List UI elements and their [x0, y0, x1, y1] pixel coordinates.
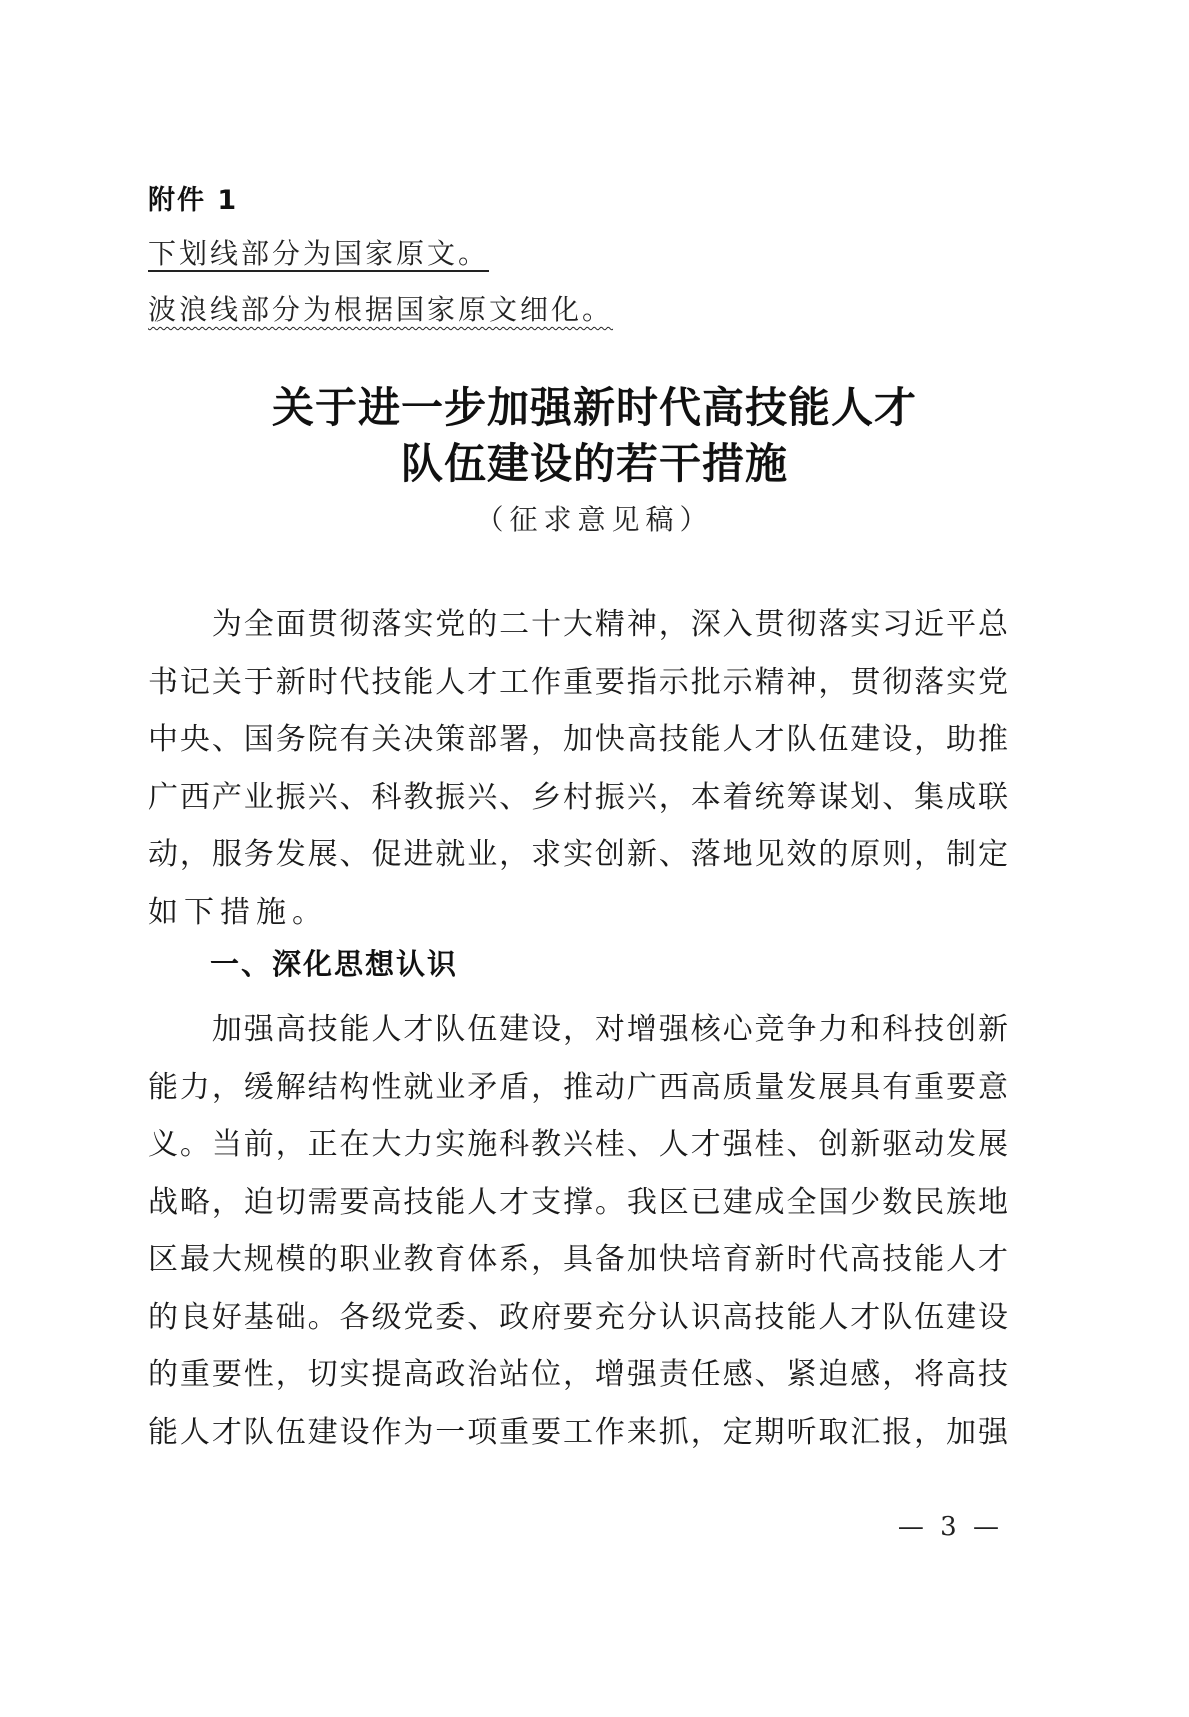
paragraph-line: 能人才队伍建设作为一项重要工作来抓，定期听取汇报，加强 — [148, 1414, 1008, 1450]
paragraph-line: 区最大规模的职业教育体系，具备加快培育新时代高技能人才 — [148, 1242, 1008, 1277]
note-underline-original: 下划线部分为国家原文。 — [148, 237, 490, 270]
note-wavy-refined: 波浪线部分为根据国家原文细化。 — [148, 293, 614, 326]
paragraph-line: 的重要性，切实提高政治站位，增强责任感、紧迫感，将高技 — [148, 1357, 1008, 1392]
paragraph-line: 中央、国务院有关决策部署，加快高技能人才队伍建设，助推 — [148, 722, 1008, 757]
section-1-paragraph — [148, 1001, 1008, 1461]
paragraph-line: 动，服务发展、促进就业，求实创新、落地见效的原则，制定 — [148, 837, 1008, 872]
paragraph-line: 能力，缓解结构性就业矛盾，推动广西高质量发展具有重要意 — [148, 1069, 1008, 1105]
paragraph-line: 的良好基础。各级党委、政府要充分认识高技能人才队伍建设 — [148, 1299, 1008, 1335]
paragraph-line: 战略，迫切需要高技能人才支撑。我区已建成全国少数民族地 — [148, 1184, 1008, 1220]
document-subtitle: （征求意见稿） — [475, 503, 714, 536]
document-title-line-1: 关于进一步加强新时代高技能人才 — [271, 383, 917, 432]
document-title-block — [0, 380, 1189, 540]
paragraph-line: 加强高技能人才队伍建设，对增强核心竞争力和科技创新 — [148, 1012, 1008, 1047]
paragraph-line: 义。当前，正在大力实施科教兴桂、人才强桂、创新驱动发展 — [148, 1127, 1008, 1162]
paragraph-line: 广西产业振兴、科教振兴、乡村振兴，本着统筹谋划、集成联 — [148, 779, 1008, 815]
intro-paragraph — [148, 596, 1008, 941]
page-number: — 3 — — [897, 1512, 1003, 1542]
paragraph-line: 如下措施。 — [148, 894, 328, 930]
section-heading: 一、深化思想认识 — [210, 947, 459, 981]
document-title-line-2: 队伍建设的若干措施 — [400, 439, 788, 488]
paragraph-line: 书记关于新时代技能人才工作重要指示批示精神，贯彻落实党 — [148, 664, 1008, 700]
attachment-label: 附件 1 — [148, 185, 239, 216]
paragraph-line: 为全面贯彻落实党的二十大精神，深入贯彻落实习近平总 — [148, 607, 1008, 642]
